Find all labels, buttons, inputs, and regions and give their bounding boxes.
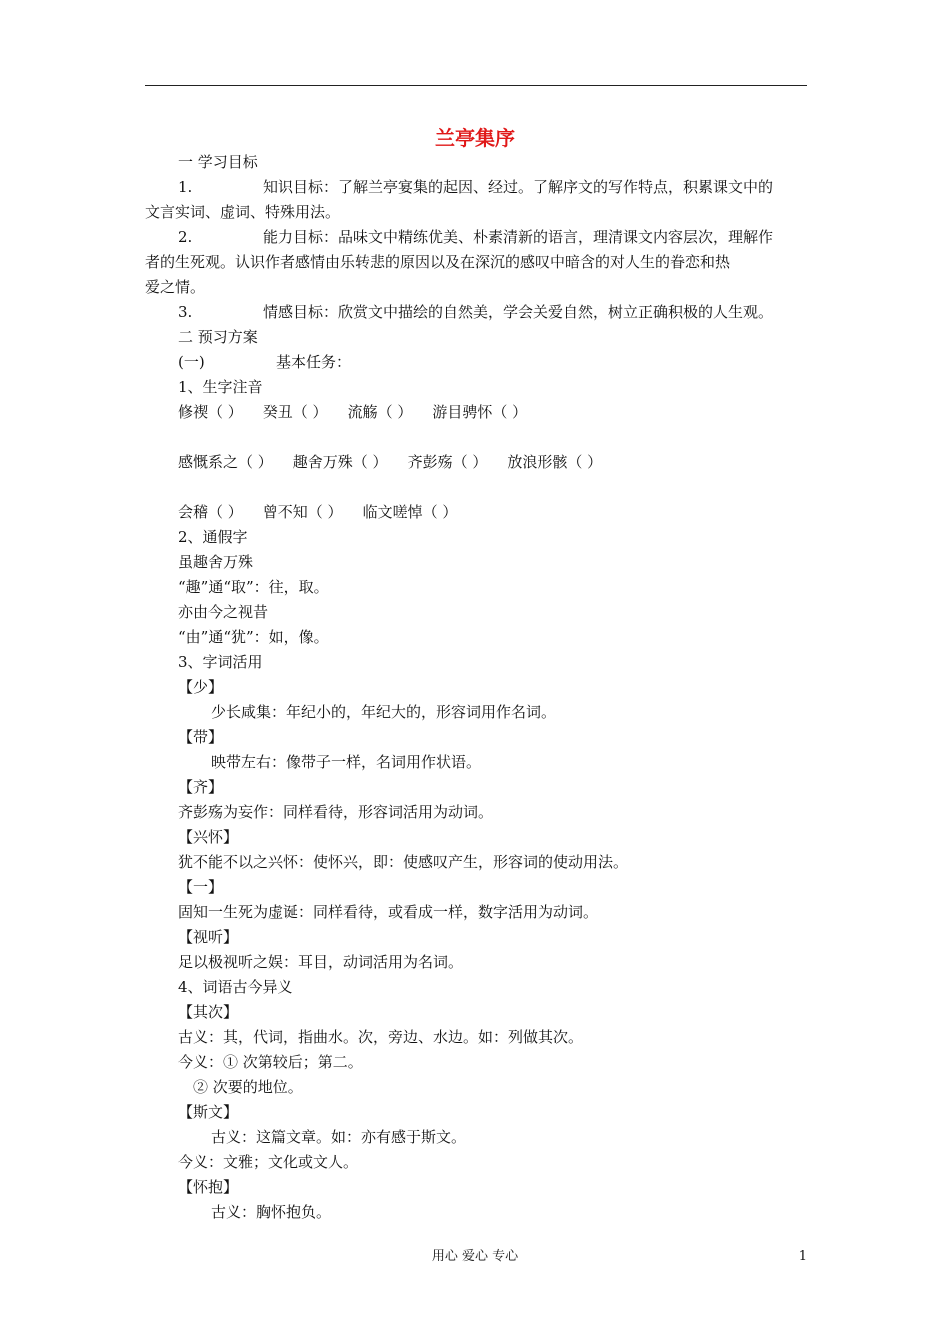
term-tag: 【斯文】 (178, 1103, 239, 1121)
usage-text: 固知一生死为虚诞：同样看待，或看成一样，数字活用为动词。 (178, 903, 599, 921)
pinyin-item: 齐彭殇（ ） (407, 453, 488, 471)
goal-3-line (145, 300, 807, 325)
term-modern: 今义：文雅；文化或文人。 (178, 1153, 359, 1171)
footer-motto: 用心 爱心 专心 (431, 1249, 519, 1264)
goal-text: 能力目标：品味文中精练优美、朴素清新的语言，理清课文内容层次，理解作 (263, 228, 774, 246)
document-body (145, 150, 807, 1225)
goal-2-line (145, 225, 807, 250)
goal-number: 1. (178, 178, 193, 196)
tongjia-source: 虽趣舍万殊 (178, 553, 254, 571)
usage-text: 少长咸集：年纪小的，年纪大的，形容词用作名词。 (211, 703, 557, 721)
term-tag: 【其次】 (178, 1003, 239, 1021)
usage-tag: 【带】 (178, 728, 224, 746)
pinyin-item: 会稽（ ） (178, 503, 243, 521)
term-ancient: 古义：胸怀抱负。 (211, 1203, 332, 1221)
goal-1-cont: 文言实词、虚词、特殊用法。 (145, 203, 341, 221)
usage-text: 映带左右：像带子一样，名词用作状语。 (211, 753, 482, 771)
pinyin-item: 曾不知（ ） (262, 503, 343, 521)
pinyin-item: 流觞（ ） (347, 403, 413, 421)
usage-tag: 【兴怀】 (178, 828, 239, 846)
usage-text: 足以极视听之娱：耳目，动词活用为名词。 (178, 953, 464, 971)
goal-1-line (145, 175, 807, 200)
pinyin-item: 癸丑（ ） (262, 403, 328, 421)
goal-number: 2. (178, 228, 193, 246)
task-number: (一) (178, 353, 205, 371)
subsection-heading: 2、通假字 (178, 528, 248, 546)
task-line (145, 350, 807, 375)
term-modern: ② 次要的地位。 (193, 1078, 303, 1096)
pinyin-item: 感慨系之（ ） (178, 453, 273, 471)
goal-text: 知识目标：了解兰亭宴集的起因、经过。了解序文的写作特点，积累课文中的 (263, 178, 774, 196)
page-title: 兰亭集序 (435, 126, 515, 150)
header-rule (145, 85, 807, 86)
usage-tag: 【一】 (178, 878, 224, 896)
tongjia-note: “由”通“犹”：如，像。 (178, 628, 329, 646)
term-ancient: 古义：这篇文章。如：亦有感于斯文。 (211, 1128, 467, 1146)
tongjia-source: 亦由今之视昔 (178, 603, 269, 621)
usage-text: 齐彭殇为妄作：同样看待，形容词活用为动词。 (178, 803, 494, 821)
term-ancient: 古义：其，代词，指曲水。次，旁边、水边。如：列做其次。 (178, 1028, 584, 1046)
page-number: 1 (798, 1249, 807, 1264)
subsection-heading: 3、字词活用 (178, 653, 263, 671)
task-label: 基本任务： (276, 353, 352, 371)
pinyin-item: 趣舍万殊（ ） (292, 453, 388, 471)
goal-text: 情感目标：欣赏文中描绘的自然美，学会关爱自然，树立正确积极的人生观。 (263, 303, 774, 321)
pinyin-row (145, 400, 807, 425)
section-heading: 一 学习目标 (178, 153, 258, 171)
pinyin-item: 游目骋怀（ ） (432, 403, 528, 421)
term-modern: 今义：① 次第较后；第二。 (178, 1053, 363, 1071)
usage-tag: 【齐】 (178, 778, 224, 796)
usage-tag: 【视听】 (178, 928, 239, 946)
pinyin-row (145, 450, 807, 475)
pinyin-row (145, 500, 807, 525)
usage-text: 犹不能不以之兴怀：使怀兴，即：使感叹产生，形容词的使动用法。 (178, 853, 629, 871)
pinyin-item: 修禊（ ） (178, 403, 243, 421)
tongjia-note: “趣”通“取”：往，取。 (178, 578, 329, 596)
subsection-heading: 1、生字注音 (178, 378, 263, 396)
term-tag: 【怀抱】 (178, 1178, 239, 1196)
section-heading: 二 预习方案 (178, 328, 258, 346)
usage-tag: 【少】 (178, 678, 224, 696)
pinyin-item: 放浪形骸（ ） (507, 453, 603, 471)
pinyin-item: 临文嗟悼（ ） (362, 503, 458, 521)
goal-2-cont: 爱之情。 (145, 278, 206, 296)
goal-number: 3. (178, 303, 193, 321)
subsection-heading: 4、词语古今异义 (178, 978, 293, 996)
goal-2-cont: 者的生死观。认识作者感情由乐转悲的原因以及在深沉的感叹中暗含的对人生的眷恋和热 (145, 253, 731, 271)
